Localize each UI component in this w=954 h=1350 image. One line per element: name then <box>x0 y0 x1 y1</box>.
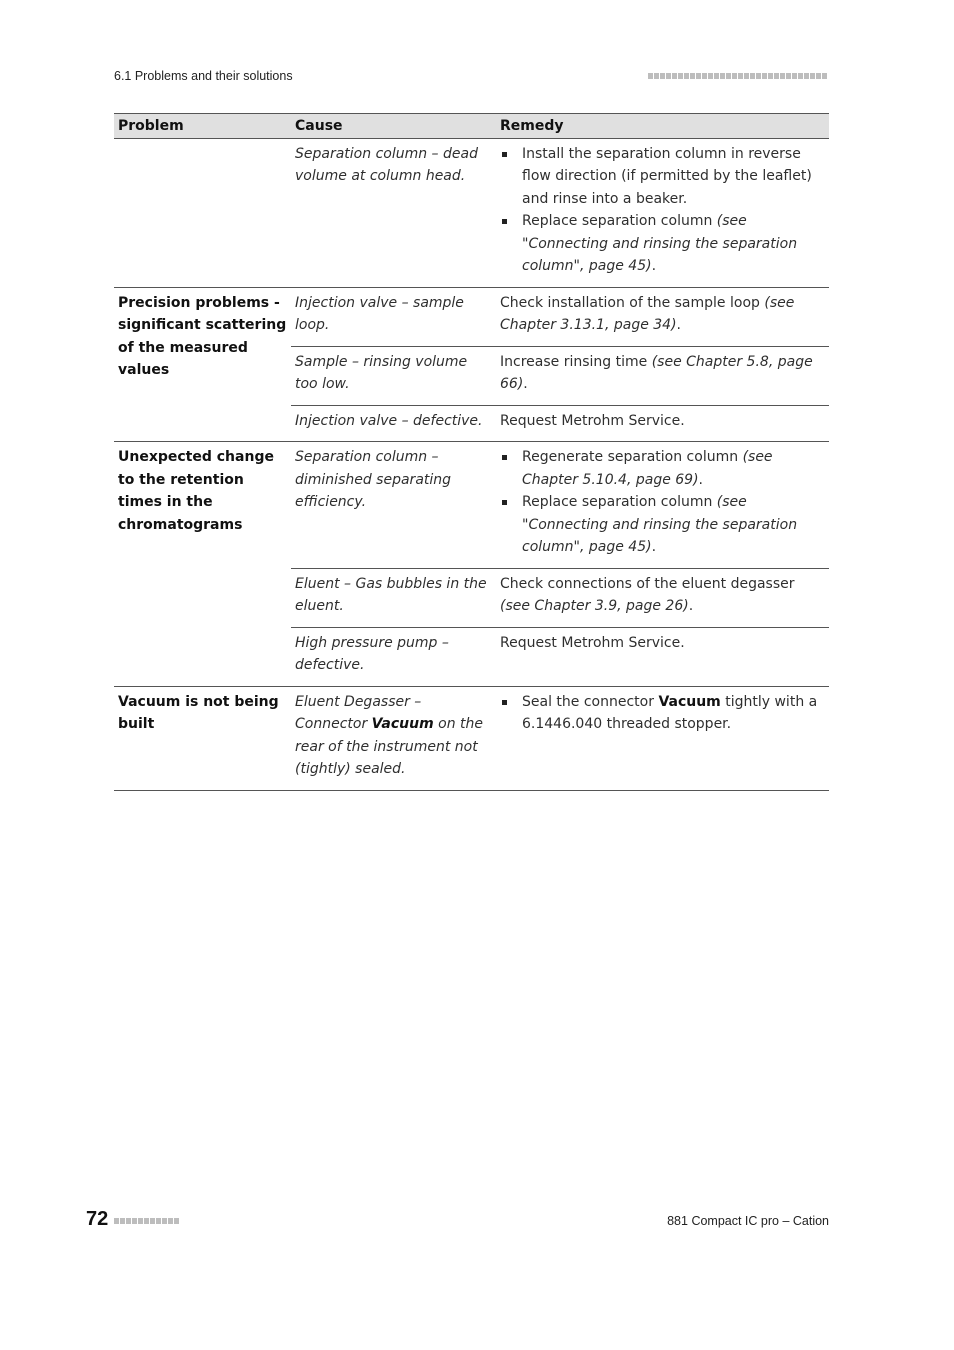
decorative-dot <box>738 73 743 79</box>
decorative-dot <box>684 73 689 79</box>
decorative-dot <box>156 1218 161 1224</box>
column-header-problem: Problem <box>114 114 291 139</box>
remedy-list-item: Install the separation column in reverse flow direction (if permitted by the leaflet) and rinse into a beaker. <box>500 143 825 211</box>
page-number: 72 <box>86 1208 109 1230</box>
column-header-remedy: Remedy <box>496 114 829 139</box>
decorative-dot <box>114 1218 119 1224</box>
cause-cell: Separation column – dead volume at column head. <box>291 138 496 287</box>
footer-document-title: 881 Compact IC pro – Cation <box>667 1214 829 1228</box>
table-row <box>114 287 829 346</box>
decorative-dot <box>666 73 671 79</box>
decorative-dot <box>654 73 659 79</box>
cause-cell: High pressure pump – defective. <box>291 627 496 686</box>
table-row <box>114 138 829 287</box>
decorative-dot <box>150 1218 155 1224</box>
cause-cell: Eluent Degasser – Connector Vacuum on the rear of the instrument not (tightly) sealed. <box>291 686 496 790</box>
decorative-dot <box>816 73 821 79</box>
decorative-dot <box>792 73 797 79</box>
decorative-dot <box>672 73 677 79</box>
decorative-dot <box>762 73 767 79</box>
cause-cell: Sample – rinsing volume too low. <box>291 346 496 405</box>
remedy-cell: Check installation of the sample loop (see Chapter 3.13.1, page 34). <box>496 287 829 346</box>
decorative-dot <box>756 73 761 79</box>
cause-cell: Separation column – diminished separating efficiency. <box>291 442 496 569</box>
remedy-list <box>500 143 825 278</box>
remedy-cell: Increase rinsing time (see Chapter 5.8, page 66). <box>496 346 829 405</box>
decorative-dot <box>168 1218 173 1224</box>
table-row <box>114 686 829 790</box>
cause-cell: Eluent – Gas bubbles in the eluent. <box>291 568 496 627</box>
decorative-dot <box>768 73 773 79</box>
decorative-dot <box>702 73 707 79</box>
decorative-dot <box>144 1218 149 1224</box>
footer-dot-bar <box>114 1218 179 1224</box>
table-header-row <box>114 114 829 139</box>
problem-cell: Unexpected change to the retention times in the chromatograms <box>114 442 291 687</box>
decorative-dot <box>786 73 791 79</box>
decorative-dot <box>120 1218 125 1224</box>
decorative-dot <box>714 73 719 79</box>
decorative-dot <box>690 73 695 79</box>
decorative-dot <box>780 73 785 79</box>
cross-reference: (see Chapter 3.13.1, page 34) <box>500 294 795 333</box>
remedy-cell: Request Metrohm Service. <box>496 627 829 686</box>
decorative-dot <box>126 1218 131 1224</box>
cause-cell: Injection valve – sample loop. <box>291 287 496 346</box>
remedy-list-item: Regenerate separation column (see Chapter 5.10.4, page 69). <box>500 446 825 491</box>
decorative-dot <box>648 73 653 79</box>
table-row <box>114 442 829 569</box>
column-header-cause: Cause <box>291 114 496 139</box>
decorative-dot <box>804 73 809 79</box>
remedy-cell <box>496 442 829 569</box>
remedy-cell: Request Metrohm Service. <box>496 405 829 442</box>
decorative-dot <box>162 1218 167 1224</box>
decorative-dot <box>822 73 827 79</box>
cross-reference: (see "Connecting and rinsing the separation column", page 45) <box>522 494 798 555</box>
remedy-cell <box>496 686 829 790</box>
cross-reference: (see Chapter 3.9, page 26) <box>500 598 689 614</box>
decorative-dot <box>732 73 737 79</box>
decorative-dot <box>708 73 713 79</box>
remedy-cell: Check connections of the eluent degasser (see Chapter 3.9, page 26). <box>496 568 829 627</box>
remedy-list-item: Replace separation column (see "Connecting and rinsing the separation column", page 45). <box>500 491 825 559</box>
remedy-list <box>500 691 825 736</box>
decorative-dot <box>132 1218 137 1224</box>
problem-cell: Vacuum is not being built <box>114 686 291 790</box>
cross-reference: (see "Connecting and rinsing the separation column", page 45) <box>522 213 798 274</box>
decorative-dot <box>678 73 683 79</box>
header-dot-bar <box>648 73 827 79</box>
decorative-dot <box>798 73 803 79</box>
decorative-dot <box>138 1218 143 1224</box>
remedy-list <box>500 446 825 559</box>
problem-cell <box>114 138 291 287</box>
running-header-section: 6.1 Problems and their solutions <box>114 69 293 83</box>
remedy-list-item: Replace separation column (see "Connecting and rinsing the separation column", page 45). <box>500 210 825 278</box>
decorative-dot <box>774 73 779 79</box>
decorative-dot <box>744 73 749 79</box>
cross-reference: (see Chapter 5.10.4, page 69) <box>522 449 773 488</box>
troubleshooting-table <box>114 113 829 791</box>
cross-reference: (see Chapter 5.8, page 66) <box>500 353 813 392</box>
remedy-cell <box>496 138 829 287</box>
cause-cell: Injection valve – defective. <box>291 405 496 442</box>
decorative-dot <box>726 73 731 79</box>
decorative-dot <box>660 73 665 79</box>
decorative-dot <box>750 73 755 79</box>
remedy-list-item: Seal the connector Vacuum tightly with a 6.1446.040 threaded stopper. <box>500 691 825 736</box>
decorative-dot <box>696 73 701 79</box>
decorative-dot <box>720 73 725 79</box>
problem-cell: Precision problems - significant scattering of the measured values <box>114 287 291 442</box>
decorative-dot <box>810 73 815 79</box>
decorative-dot <box>174 1218 179 1224</box>
